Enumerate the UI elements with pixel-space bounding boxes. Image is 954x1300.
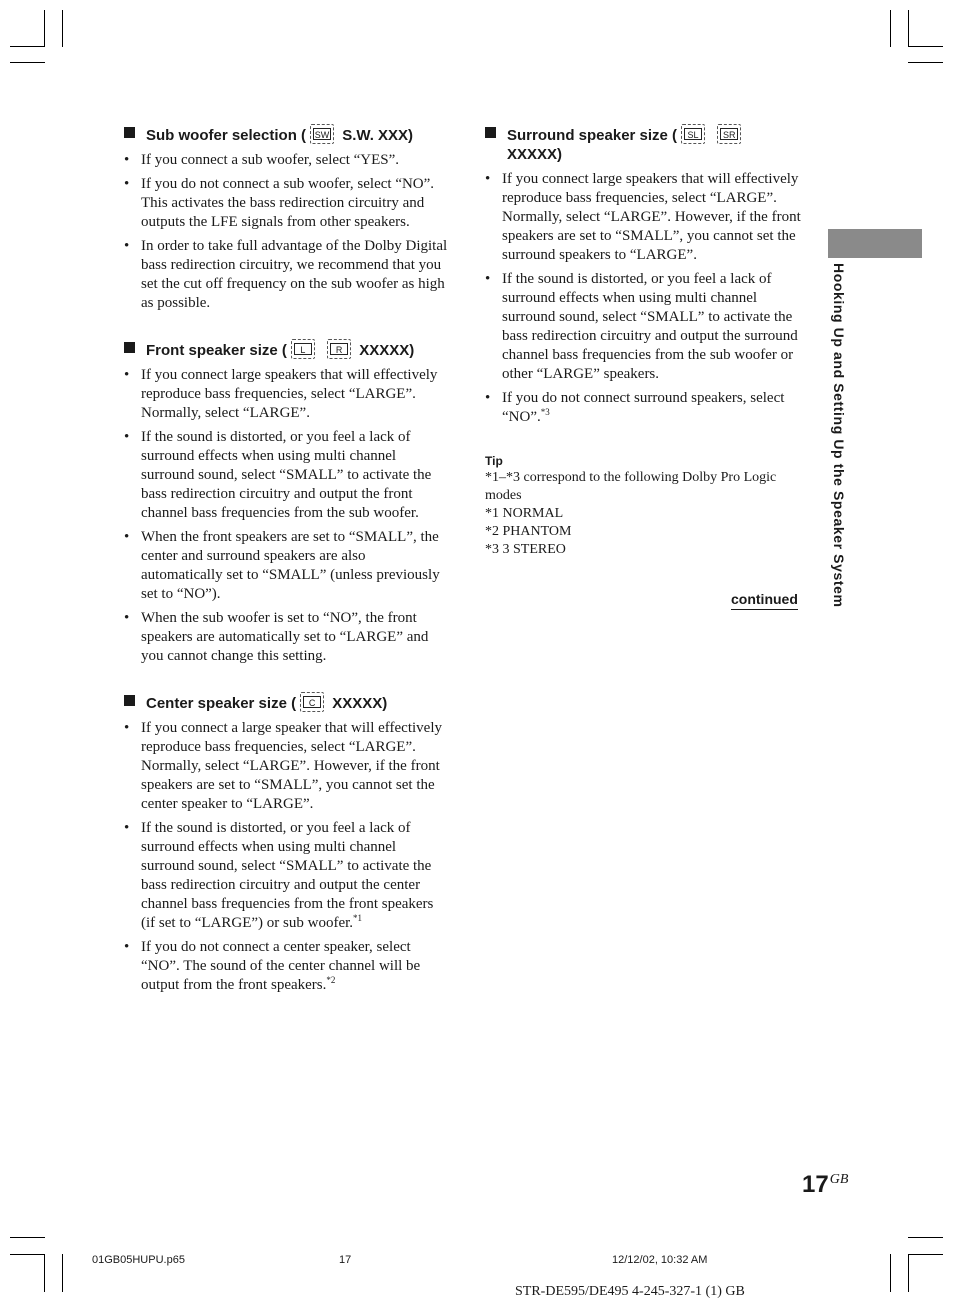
list-item: • If you do not connect a center speaker, select “NO”. The sound of the center channel will be output from the front speakers.$^{*2}$ xyxy=(124,938,450,995)
sr-indicator-icon: SR xyxy=(715,124,743,144)
center-speaker-section xyxy=(124,692,450,995)
center-speaker-heading xyxy=(124,692,450,713)
footnote-mark: *2 xyxy=(326,975,336,985)
surround-speaker-heading xyxy=(485,124,810,164)
tip-mode: *1 NORMAL xyxy=(485,506,564,521)
surround-speaker-bullets xyxy=(485,170,810,427)
heading-suffix: XXXXX) xyxy=(507,146,563,163)
list-item: • When the sub woofer is set to “NO”, the front speakers are automatically set to “LARGE” and you cannot change this setting. xyxy=(124,609,450,666)
tip-title: Tip xyxy=(485,454,503,468)
list-item: • In order to take full advantage of the Dolby Digital bass redirection circuitry, we recommend that you set the cut off frequency on the sub woofer as high as possible. xyxy=(124,237,450,313)
heading-text: Center speaker size ( xyxy=(146,695,297,712)
list-item: • When the front speakers are set to “SMALL”, the center and surround speakers are also automatically set to “SMALL” (unless previously set to “NO”). xyxy=(124,528,450,604)
square-bullet-icon xyxy=(485,127,496,138)
square-bullet-icon xyxy=(124,342,135,353)
footnote-mark: *1 xyxy=(353,913,363,923)
heading-suffix: S.W. XXX) xyxy=(342,127,414,144)
c-indicator-icon: C xyxy=(298,692,326,712)
tip-body xyxy=(485,469,810,559)
tip-box xyxy=(485,453,810,559)
heading-text: Sub woofer selection ( xyxy=(146,127,307,144)
heading-suffix: XXXXX) xyxy=(359,342,415,359)
r-indicator-icon: R xyxy=(325,339,353,359)
heading-suffix: XXXXX) xyxy=(332,695,388,712)
continued-label: continued xyxy=(731,590,798,610)
footer-file: 01GB05HUPU.p65 xyxy=(92,1254,185,1266)
tip-intro: *1–*3 correspond to the following Dolby Pro Logic modes xyxy=(485,470,777,503)
heading-text: Front speaker size ( xyxy=(146,342,287,359)
footer-page: 17 xyxy=(339,1254,352,1266)
left-column xyxy=(124,124,450,1021)
list-item: • If you connect a large speaker that will effectively reproduce bass frequencies, select “LARGE”. Normally, select “LARGE”. However, if the front speakers are set to “SMALL”, you cannot set the center speaker to “LARGE”. xyxy=(124,719,450,814)
list-item: • If you connect large speakers that will effectively reproduce bass frequencies, select “LARGE”. Normally, select “LARGE”. However, if the front speakers are set to “SMALL”, you cannot set the surround speakers to “LARGE”. xyxy=(485,170,810,265)
tip-mode: *2 PHANTOM xyxy=(485,524,572,539)
list-item: • If you do not connect surround speakers, select “NO”.$^{*3}$ xyxy=(485,389,810,427)
l-indicator-icon: L xyxy=(289,339,317,359)
list-item: • If you connect large speakers that will effectively reproduce bass frequencies, select “LARGE”. Normally, select “LARGE”. xyxy=(124,366,450,423)
square-bullet-icon xyxy=(124,127,135,138)
sub-woofer-bullets xyxy=(124,151,450,313)
sw-indicator-icon: SW xyxy=(308,124,336,144)
center-speaker-bullets xyxy=(124,719,450,995)
right-column xyxy=(485,124,810,559)
list-item: • If the sound is distorted, or you feel a lack of surround effects when using multi channel surround sound, select “SMALL” to activate the bass redirection circuitry and output the surround channel bass frequencies from the sub woofer or other “LARGE” speakers. xyxy=(485,270,810,384)
sub-woofer-heading xyxy=(124,124,450,145)
tip-mode: *3 3 STEREO xyxy=(485,542,566,557)
footer-datetime: 12/12/02, 10:32 AM xyxy=(612,1254,708,1266)
footnote-mark: *3 xyxy=(540,407,550,417)
front-speaker-heading xyxy=(124,339,450,360)
sl-indicator-icon: SL xyxy=(679,124,707,144)
list-item: • If the sound is distorted, or you feel a lack of surround effects when using multi channel surround sound, select “SMALL” to activate the bass redirection circuitry and output the center channel bass frequencies from the front speakers (if set to “LARGE”) or sub woofer.$^{*1}$ xyxy=(124,819,450,933)
front-speaker-bullets xyxy=(124,366,450,666)
list-item: • If you connect a sub woofer, select “YES”. xyxy=(124,151,450,170)
list-item: • If the sound is distorted, or you feel a lack of surround effects when using multi channel surround sound, select “SMALL” to activate the bass redirection circuitry and output the front channel bass frequencies from the sub woofer. xyxy=(124,428,450,523)
footer-model: STR-DE595/DE495 4-245-327-1 (1) GB xyxy=(515,1284,745,1299)
front-speaker-section xyxy=(124,339,450,666)
sub-woofer-section xyxy=(124,124,450,313)
square-bullet-icon xyxy=(124,695,135,706)
surround-speaker-section xyxy=(485,124,810,427)
list-item: • If you do not connect a sub woofer, select “NO”. This activates the bass redirection circuitry and outputs the LFE signals from other speakers. xyxy=(124,175,450,232)
side-tab-marker xyxy=(828,229,922,258)
page-number: $17^{GB}$ xyxy=(802,1171,849,1198)
page-suffix: GB xyxy=(829,1172,849,1187)
heading-text: Surround speaker size ( xyxy=(507,127,678,144)
side-tab-label: Hooking Up and Setting Up the Speaker System xyxy=(831,263,847,608)
